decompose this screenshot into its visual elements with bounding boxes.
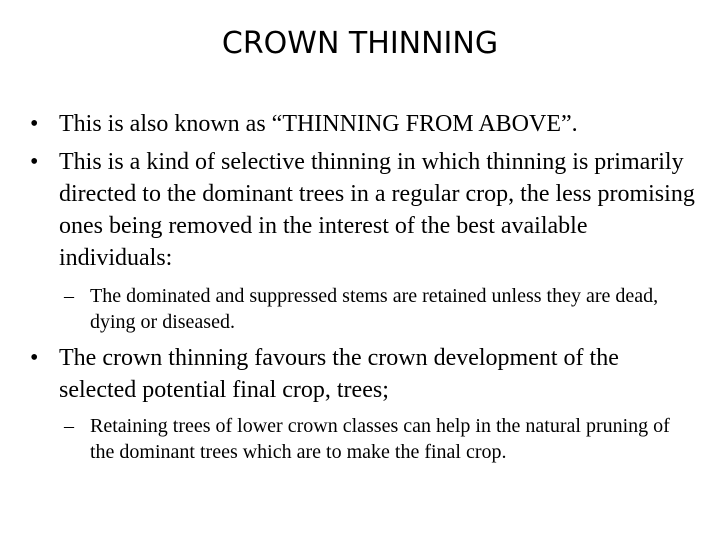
sub-bullet-text: The dominated and suppressed stems are retained unless they are dead, dying or diseased. [90,285,659,333]
bullet-item [30,342,702,406]
bullet-text: This is also known as “THINNING FROM ABOVE”. [59,111,578,137]
slide-title: CROWN THINNING [221,26,499,61]
sub-bullet-item [64,413,694,465]
bullet-item [30,146,702,274]
sub-bullet-marker: – [64,285,74,307]
bullet-marker: • [30,111,39,137]
bullet-text: The crown thinning favours the crown development of the selected potential final crop, trees; [59,345,619,403]
bullet-item [30,108,702,140]
sub-bullet-item [64,283,694,335]
sub-bullet-text: Retaining trees of lower crown classes can help in the natural pruning of the dominant trees which are to make the final crop. [90,415,670,463]
bullet-text: This is a kind of selective thinning in which thinning is primarily directed to the dominant trees in a regular crop, the less promising ones being removed in the interest of the best available individuals: [59,149,695,271]
sub-bullet-marker: – [64,415,74,437]
bullet-marker: • [30,345,39,371]
bullet-marker: • [30,149,39,175]
